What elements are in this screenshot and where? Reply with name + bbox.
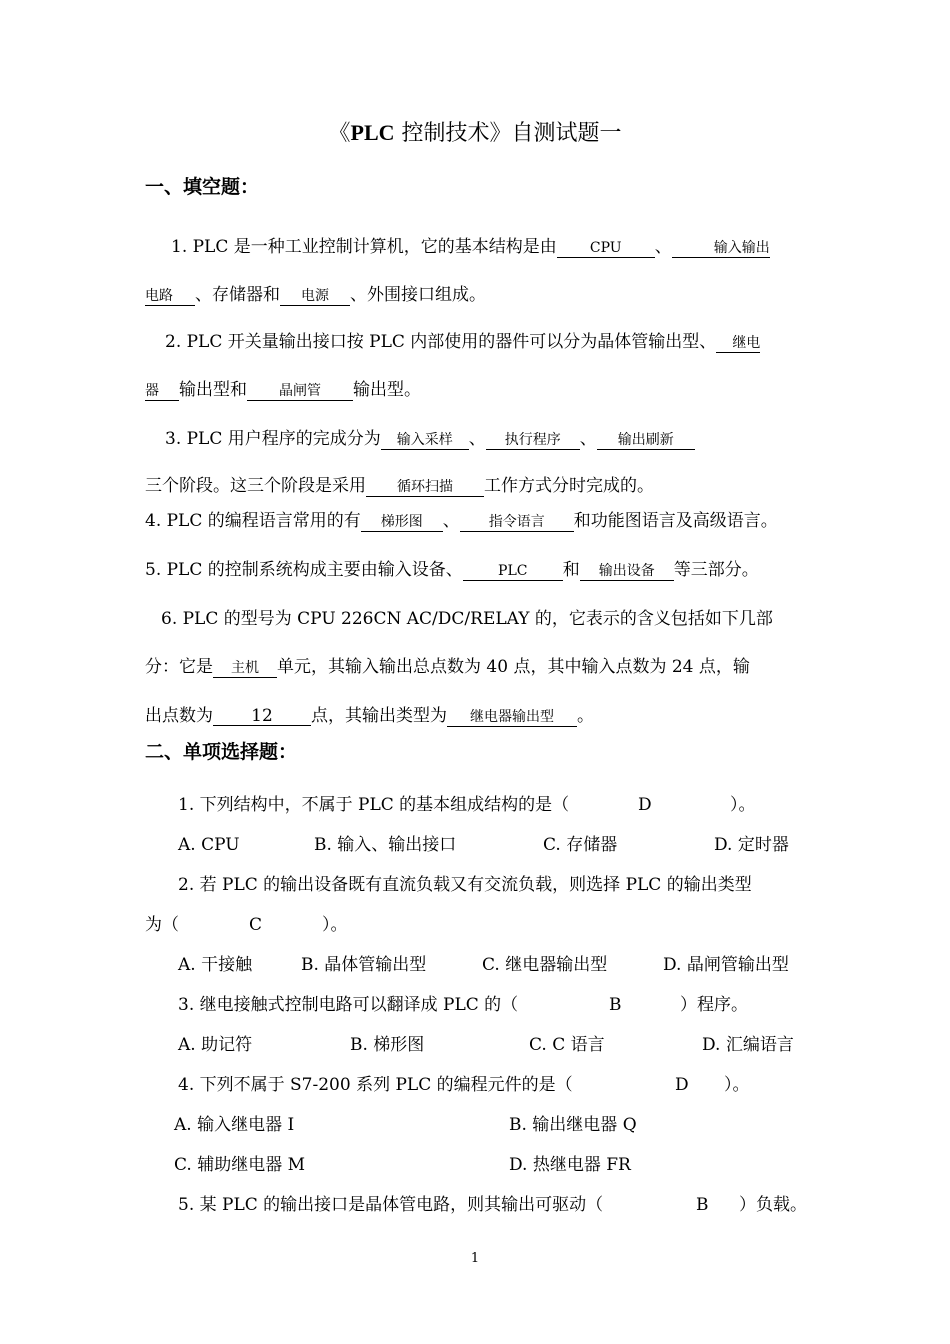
fill-blank: 电路 xyxy=(145,287,195,306)
choice-q2-option-c: C. 继电器输出型 xyxy=(482,955,608,975)
choice-q1-option-c: C. 存储器 xyxy=(543,835,618,855)
choice-q4-option-a: A. 输入继电器 I xyxy=(174,1115,295,1135)
fill-q6-line2: 分：它是 主机 单元，其输入输出总点数为 40 点，其中输入点数为 24 点，输 xyxy=(145,657,750,677)
choice-q1-answer: D xyxy=(638,795,652,815)
fill-q3-line2: 三个阶段。这三个阶段是采用 循环扫描 工作方式分时完成的。 xyxy=(145,476,654,496)
fill-blank: 输出刷新 xyxy=(597,431,695,450)
fill-blank: 主机 xyxy=(213,659,277,678)
choice-q2-option-a: A. 干接触 xyxy=(178,955,253,975)
fill-blank: 继电器输出型 xyxy=(447,708,577,727)
choice-q5-answer: B xyxy=(696,1195,709,1215)
fill-blank: PLC xyxy=(463,562,563,581)
fill-blank: 器 xyxy=(145,382,179,401)
choice-q2-stem: 2. 若 PLC 的输出设备既有直流负载又有交流负载，则选择 PLC 的输出类型 xyxy=(178,875,752,895)
choice-q1-option-b: B. 输入、输出接口 xyxy=(314,835,457,855)
fill-q6-line1: 6. PLC 的型号为 CPU 226CN AC/DC/RELAY 的，它表示的含义包括如下几部 xyxy=(161,609,773,629)
choice-q1-option-a: A. CPU xyxy=(178,835,240,855)
choice-q1-option-d: D. 定时器 xyxy=(714,835,789,855)
choice-q2-answer: C xyxy=(249,915,263,935)
fill-q2-line1: 2. PLC 开关量输出接口按 PLC 内部使用的器件可以分为晶体管输出型、 继电 xyxy=(165,332,761,352)
choice-q4-option-b: B. 输出继电器 Q xyxy=(509,1115,637,1135)
fill-q3-line1: 3. PLC 用户程序的完成分为 输入采样 、 执行程序 、 输出刷新 xyxy=(165,428,695,450)
choice-q2-option-b: B. 晶体管输出型 xyxy=(301,955,427,975)
fill-q5: 5. PLC 的控制系统构成主要由输入设备、 PLC 和 输出设备 等三部分。 xyxy=(145,560,759,580)
fill-blank: 电源 xyxy=(280,287,350,306)
choice-q2-stem-cont: 为（ xyxy=(145,915,179,935)
fill-blank: 输入输出 xyxy=(672,239,770,258)
fill-blank: 晶闸管 xyxy=(247,382,353,401)
choice-q2-option-d: D. 晶闸管输出型 xyxy=(663,955,789,975)
choice-q3-answer: B xyxy=(609,995,622,1015)
choice-q5-end: ）负载。 xyxy=(739,1195,807,1215)
fill-q1-line2: 电路 、存储器和 电源 、外围接口组成。 xyxy=(145,285,486,305)
choice-q4-option-c: C. 辅助继电器 M xyxy=(174,1155,306,1175)
fill-blank: 继电 xyxy=(716,334,760,353)
choice-q3-end: ）程序。 xyxy=(680,995,748,1015)
page-number: 1 xyxy=(470,1251,480,1266)
choice-q4-stem: 4. 下列不属于 S7-200 系列 PLC 的编程元件的是（ xyxy=(178,1075,573,1095)
fill-blank: 执行程序 xyxy=(486,431,580,450)
fill-blank: 输出设备 xyxy=(580,562,674,581)
fill-blank: CPU xyxy=(557,239,655,258)
fill-q1-line1: 1. PLC 是一种工业控制计算机，它的基本结构是由 CPU 、 输入输出 xyxy=(171,237,770,257)
choice-q3-option-b: B. 梯形图 xyxy=(350,1035,425,1055)
choice-q4-end: ）。 xyxy=(724,1075,750,1095)
fill-q2-line2: 器 输出型和 晶闸管 输出型。 xyxy=(145,380,421,400)
choice-q3-option-c: C. C 语言 xyxy=(529,1035,605,1055)
choice-q3-option-a: A. 助记符 xyxy=(178,1035,253,1055)
fill-blank: 指令语言 xyxy=(460,513,574,532)
choice-q3-stem: 3. 继电接触式控制电路可以翻译成 PLC 的（ xyxy=(178,995,519,1015)
fill-blank: 梯形图 xyxy=(361,513,443,532)
choice-q2-end: ）。 xyxy=(322,915,348,935)
choice-q1-stem: 1. 下列结构中，不属于 PLC 的基本组成结构的是（ xyxy=(178,795,570,815)
fill-blank: 循环扫描 xyxy=(366,478,484,497)
section-choice-heading: 二、单项选择题： xyxy=(145,741,298,763)
fill-q4: 4. PLC 的编程语言常用的有 梯形图 、 指令语言 和功能图语言及高级语言。 xyxy=(145,511,778,531)
page-title: 《PLC 控制技术》自测试题一 xyxy=(328,120,622,146)
fill-q6-line3: 出点数为 12 点，其输出类型为 继电器输出型 。 xyxy=(145,706,594,726)
fill-blank: 12 xyxy=(213,707,311,726)
choice-q3-option-d: D. 汇编语言 xyxy=(702,1035,794,1055)
choice-q4-option-d: D. 热继电器 FR xyxy=(509,1155,631,1175)
choice-q4-answer: D xyxy=(675,1075,689,1095)
choice-q5-stem: 5. 某 PLC 的输出接口是晶体管电路，则其输出可驱动（ xyxy=(178,1195,604,1215)
choice-q1-end: ）。 xyxy=(730,795,756,815)
fill-blank: 输入采样 xyxy=(381,431,469,450)
section-fill-heading: 一、填空题： xyxy=(145,176,260,198)
